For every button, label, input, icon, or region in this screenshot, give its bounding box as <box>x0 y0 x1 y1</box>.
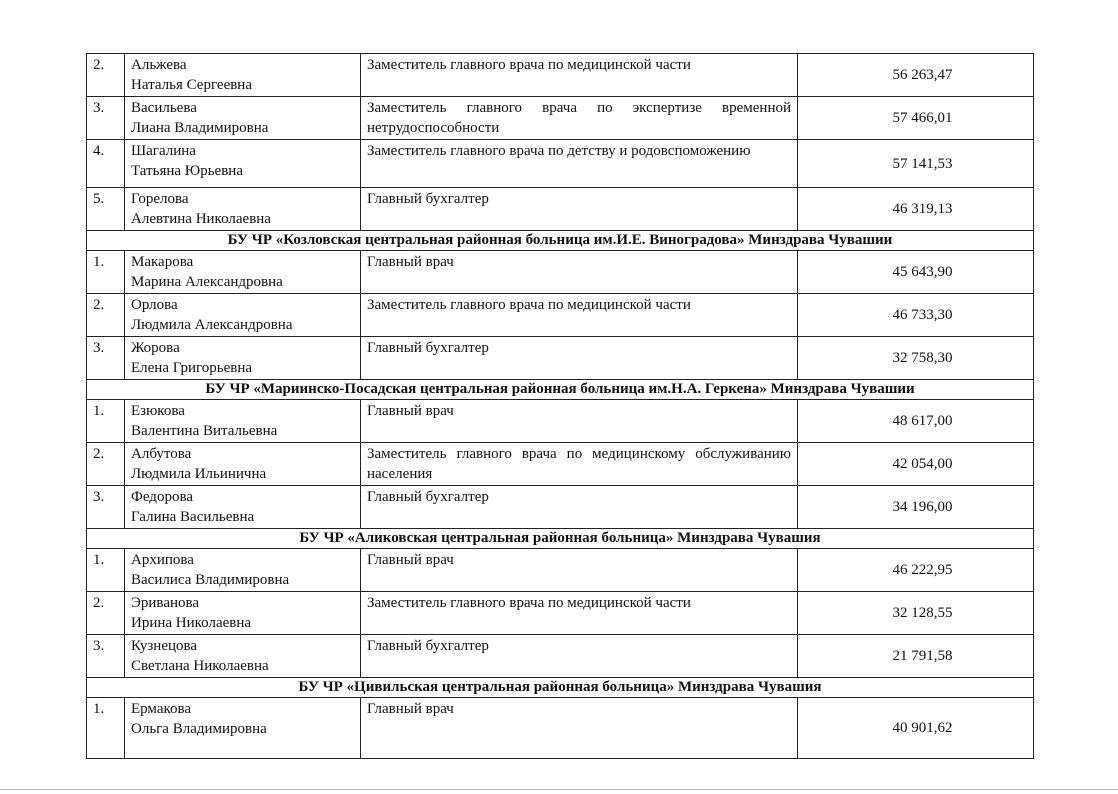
row-number: 5. <box>87 188 125 231</box>
row-number: 2. <box>87 592 125 635</box>
employee-first-name: Алевтина Николаевна <box>131 211 271 227</box>
employee-first-name: Марина Александровна <box>131 274 283 290</box>
employee-position: Главный врач <box>361 251 798 294</box>
employee-last-name: Горелова <box>131 191 189 207</box>
table-row <box>87 337 1034 380</box>
section-header-row <box>87 529 1034 549</box>
row-number: 1. <box>87 698 125 759</box>
employee-last-name: Эриванова <box>131 595 200 611</box>
employee-name <box>125 188 361 231</box>
section-header-row <box>87 231 1034 251</box>
average-salary: 46 319,13 <box>798 188 1034 231</box>
table-row <box>87 54 1034 97</box>
employee-first-name: Ирина Николаевна <box>131 615 252 631</box>
table-row <box>87 97 1034 140</box>
average-salary: 57 466,01 <box>798 97 1034 140</box>
row-number: 2. <box>87 54 125 97</box>
employee-name <box>125 635 361 678</box>
employee-name <box>125 251 361 294</box>
employee-first-name: Наталья Сергеевна <box>131 77 252 93</box>
employee-name <box>125 698 361 759</box>
employee-last-name: Кузнецова <box>131 638 198 654</box>
row-number: 1. <box>87 251 125 294</box>
employee-position: Главный бухгалтер <box>361 188 798 231</box>
employee-last-name: Васильева <box>131 100 197 116</box>
institution-title: БУ ЧР «Аликовская центральная районная больница» Минздрава Чувашия <box>87 529 1034 549</box>
table-row <box>87 698 1034 759</box>
employee-position: Главный бухгалтер <box>361 486 798 529</box>
row-number: 3. <box>87 337 125 380</box>
employee-position: Заместитель главного врача по медицинскому обслуживанию населения <box>361 443 798 486</box>
employee-name <box>125 592 361 635</box>
row-number: 4. <box>87 140 125 188</box>
table-row <box>87 251 1034 294</box>
page-bottom-rule <box>0 789 1118 790</box>
employee-position: Главный бухгалтер <box>361 635 798 678</box>
employee-last-name: Езюкова <box>131 403 185 419</box>
employee-position: Заместитель главного врача по детству и родовспоможению <box>361 140 798 188</box>
employee-first-name: Ольга Владимировна <box>131 721 267 737</box>
employee-first-name: Елена Григорьевна <box>131 360 253 376</box>
employee-name <box>125 337 361 380</box>
employee-first-name: Людмила Александровна <box>131 317 293 333</box>
employee-last-name: Макарова <box>131 254 194 270</box>
employee-last-name: Альжева <box>131 57 187 73</box>
employee-last-name: Архипова <box>131 552 194 568</box>
table-row <box>87 400 1034 443</box>
table-row <box>87 188 1034 231</box>
average-salary: 40 901,62 <box>798 698 1034 759</box>
table-row <box>87 140 1034 188</box>
row-number: 1. <box>87 549 125 592</box>
employee-position: Главный бухгалтер <box>361 337 798 380</box>
employee-name <box>125 140 361 188</box>
table-row <box>87 592 1034 635</box>
employee-position: Заместитель главного врача по экспертизе временной нетрудоспособности <box>361 97 798 140</box>
employee-last-name: Ермакова <box>131 701 192 717</box>
average-salary: 42 054,00 <box>798 443 1034 486</box>
employee-position: Заместитель главного врача по медицинской части <box>361 54 798 97</box>
employee-first-name: Татьяна Юрьевна <box>131 163 243 179</box>
average-salary: 56 263,47 <box>798 54 1034 97</box>
table-row <box>87 549 1034 592</box>
average-salary: 34 196,00 <box>798 486 1034 529</box>
institution-title: БУ ЧР «Мариинско-Посадская центральная районная больница им.Н.А. Геркена» Минздрава Чувашии <box>87 380 1034 400</box>
row-number: 1. <box>87 400 125 443</box>
average-salary: 46 733,30 <box>798 294 1034 337</box>
table-row <box>87 294 1034 337</box>
employee-position: Главный врач <box>361 400 798 443</box>
employee-name <box>125 97 361 140</box>
average-salary: 48 617,00 <box>798 400 1034 443</box>
row-number: 3. <box>87 97 125 140</box>
average-salary: 45 643,90 <box>798 251 1034 294</box>
row-number: 3. <box>87 486 125 529</box>
average-salary: 46 222,95 <box>798 549 1034 592</box>
employee-first-name: Галина Васильевна <box>131 509 255 525</box>
employee-position: Главный врач <box>361 698 798 759</box>
employee-last-name: Шагалина <box>131 143 196 159</box>
employee-first-name: Людмила Ильинична <box>131 466 267 482</box>
section-header-row <box>87 678 1034 698</box>
average-salary: 32 758,30 <box>798 337 1034 380</box>
employee-first-name: Лиана Владимировна <box>131 120 269 136</box>
employee-first-name: Валентина Витальевна <box>131 423 278 439</box>
table-row <box>87 486 1034 529</box>
employee-name <box>125 294 361 337</box>
table-row <box>87 443 1034 486</box>
average-salary: 32 128,55 <box>798 592 1034 635</box>
employee-last-name: Федорова <box>131 489 193 505</box>
employee-first-name: Василиса Владимировна <box>131 572 290 588</box>
average-salary: 57 141,53 <box>798 140 1034 188</box>
row-number: 2. <box>87 443 125 486</box>
institution-title: БУ ЧР «Цивильская центральная районная больница» Минздрава Чувашия <box>87 678 1034 698</box>
employee-name <box>125 549 361 592</box>
employee-name <box>125 400 361 443</box>
average-salary: 21 791,58 <box>798 635 1034 678</box>
employee-position: Заместитель главного врача по медицинской части <box>361 294 798 337</box>
employee-name <box>125 486 361 529</box>
employee-last-name: Жорова <box>131 340 180 356</box>
institution-title: БУ ЧР «Козловская центральная районная больница им.И.Е. Виноградова» Минздрава Чувашии <box>87 231 1034 251</box>
employee-first-name: Светлана Николаевна <box>131 658 269 674</box>
employee-last-name: Албутова <box>131 446 192 462</box>
row-number: 3. <box>87 635 125 678</box>
row-number: 2. <box>87 294 125 337</box>
employee-position: Заместитель главного врача по медицинской части <box>361 592 798 635</box>
employee-position: Главный врач <box>361 549 798 592</box>
staff-salary-table <box>86 53 1034 759</box>
employee-name <box>125 54 361 97</box>
employee-name <box>125 443 361 486</box>
table-row <box>87 635 1034 678</box>
employee-last-name: Орлова <box>131 297 178 313</box>
section-header-row <box>87 380 1034 400</box>
